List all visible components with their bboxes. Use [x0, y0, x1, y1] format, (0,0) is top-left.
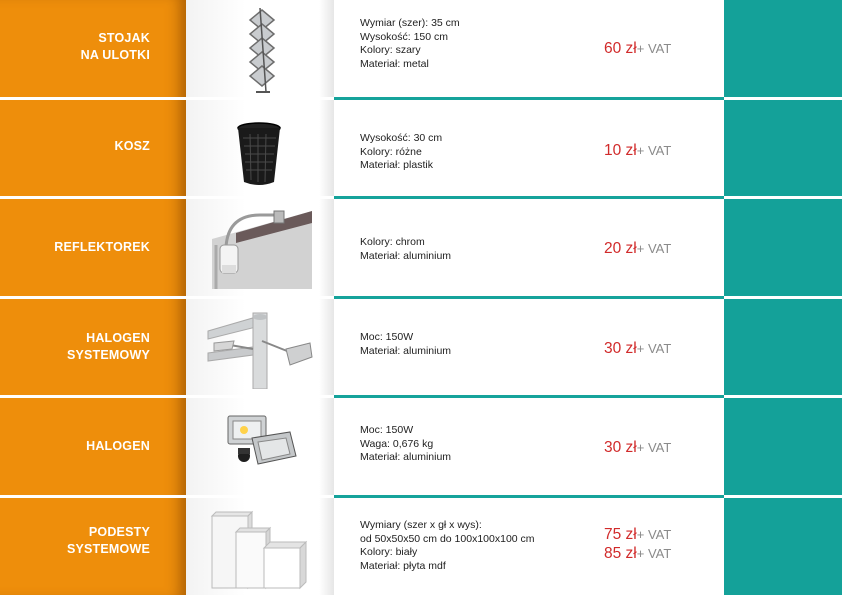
price-amount: 75 zł [604, 526, 637, 543]
halogen-floodlight-icon [200, 412, 320, 476]
product-name-line: SYSTEMOWY [66, 348, 150, 362]
product-specs [360, 331, 590, 358]
product-specs [360, 424, 590, 465]
price-vat: + VAT [636, 546, 672, 561]
spec-line: Wysokość: 150 cm [360, 30, 449, 43]
spec-line: od 50x50x50 cm do 100x100x100 cm [360, 532, 535, 545]
product-specs [360, 236, 590, 263]
product-name-line: STOJAK [98, 31, 150, 45]
product-price [604, 525, 720, 563]
product-name [0, 138, 176, 155]
product-price [604, 339, 720, 358]
product-name-line: HALOGEN [86, 331, 150, 345]
price-vat: + VAT [636, 41, 672, 56]
product-name [0, 239, 176, 256]
price-amount: 10 zł [604, 142, 637, 159]
product-name-line: SYSTEMOWE [66, 542, 150, 556]
price-vat: + VAT [636, 341, 672, 356]
product-row [0, 0, 842, 97]
product-name-line: REFLEKTOREK [54, 240, 150, 254]
product-name [0, 30, 176, 64]
product-row [0, 100, 842, 196]
spec-line: Materiał: aluminium [360, 451, 452, 463]
product-name [0, 438, 176, 455]
product-name-line: PODESTY [88, 525, 150, 539]
price-vat: + VAT [636, 440, 672, 455]
product-price [604, 39, 720, 58]
system-halogen-icon [200, 309, 320, 389]
price-amount: 30 zł [604, 439, 637, 456]
price-amount: 20 zł [604, 240, 637, 257]
product-name-line: KOSZ [114, 139, 150, 153]
spec-line: Kolory: chrom [360, 236, 425, 248]
spec-line: Wysokość: 30 cm [360, 132, 443, 144]
spec-line: Materiał: metal [360, 57, 429, 70]
product-specs [360, 17, 590, 71]
product-specs [360, 132, 590, 173]
product-price [604, 438, 720, 457]
product-specs [360, 519, 590, 573]
product-name [0, 524, 176, 558]
spec-line: Kolory: szary [360, 44, 421, 56]
product-row [0, 398, 842, 495]
product-name-line: HALOGEN [86, 439, 150, 453]
podium-cubes-icon [200, 508, 320, 592]
spec-line: Waga: 0,676 kg [360, 437, 434, 450]
spec-line: Materiał: aluminium [360, 249, 452, 262]
price-vat: + VAT [636, 241, 672, 256]
spec-line: Moc: 150W [360, 424, 414, 436]
spec-line: Wymiar (szer): 35 cm [360, 17, 460, 29]
price-amount: 85 zł [604, 545, 637, 562]
spec-line: Materiał: płyta mdf [360, 559, 446, 572]
product-name [0, 330, 176, 364]
product-row [0, 299, 842, 395]
product-row [0, 199, 842, 296]
price-amount: 30 zł [604, 340, 637, 357]
spotlight-icon [200, 209, 320, 289]
waste-basket-icon [200, 122, 320, 188]
price-vat: + VAT [636, 527, 672, 542]
price-amount: 60 zł [604, 40, 637, 57]
spec-line: Materiał: aluminium [360, 344, 452, 357]
product-price [604, 239, 720, 258]
spec-line: Kolory: biały [360, 546, 418, 558]
product-price [604, 141, 720, 160]
spec-line: Kolory: różne [360, 145, 422, 158]
spec-line: Wymiary (szer x gł x wys): [360, 519, 482, 531]
product-row [0, 498, 842, 595]
brochure-stand-icon [200, 6, 320, 94]
product-name-line: NA ULOTKI [80, 48, 150, 62]
spec-line: Moc: 150W [360, 331, 414, 343]
spec-line: Materiał: plastik [360, 159, 433, 171]
price-vat: + VAT [636, 143, 672, 158]
